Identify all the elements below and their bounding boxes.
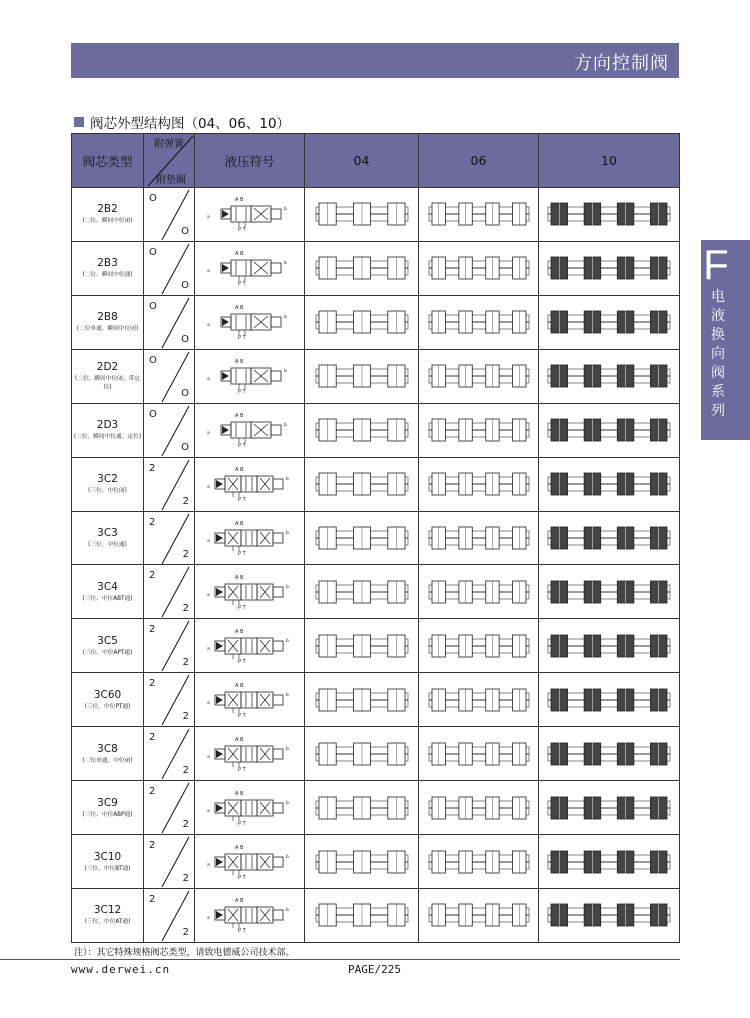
svg-text:P T: P T [237,820,246,827]
svg-text:P T: P T [237,658,246,665]
spool-drawing-06-icon [419,727,539,781]
spool-type-cell [72,619,144,673]
hydraulic-symbol-icon [195,619,305,673]
section-title: 阀芯外型结构图（04、06、10） [90,116,291,132]
spool-drawing-04-icon [305,403,419,457]
spring-washer-cell [144,349,195,403]
svg-text:P T: P T [237,389,246,396]
washer-mark: O [181,387,189,399]
spring-washer-cell [144,188,195,242]
bullet-square-icon [74,117,84,127]
spool-drawing-06-icon [419,673,539,727]
spring-mark: 2 [149,624,156,636]
spring-mark: O [149,300,157,312]
spool-type-desc: (二位、瞬间中位通) [82,271,133,279]
svg-text:b: b [285,854,289,860]
spool-drawing-04-icon [305,295,419,349]
spool-type-code: 3C9 [97,796,118,809]
svg-text:P T: P T [237,874,246,881]
hydraulic-symbol-icon [195,727,305,781]
spool-drawing-04-icon [305,727,419,781]
footer-url[interactable]: www.derwei.cn [71,963,171,976]
svg-text:a: a [206,754,210,760]
svg-text:P T: P T [237,497,246,504]
spool-type-cell [72,888,144,942]
spool-type-code: 3C4 [97,580,118,593]
table-row [72,457,680,511]
spool-type-desc: (二位单通、中位闭) [82,756,133,764]
spool-drawing-10-icon [539,673,680,727]
svg-text:A B: A B [234,574,243,581]
header-size-10: 10 [539,134,680,188]
spool-type-cell [72,781,144,835]
table-row [72,888,680,942]
spool-drawing-10-icon [539,349,680,403]
spring-mark: 2 [149,893,156,905]
spool-type-desc: (三位、中位ABT通) [82,595,133,602]
svg-text:A B: A B [234,413,243,420]
table-row [72,241,680,295]
svg-text:A B: A B [234,305,243,312]
spool-drawing-10-icon [539,781,680,835]
svg-text:b: b [285,477,289,483]
spool-type-cell [72,457,144,511]
header-symbol: 液压符号 [195,134,305,188]
spool-drawing-04-icon [305,781,419,835]
spring-washer-cell [144,565,195,619]
spool-drawing-06-icon [419,835,539,889]
svg-text:A B: A B [234,251,243,258]
spool-type-code: 3C12 [93,904,122,917]
svg-text:a: a [206,646,210,652]
spool-type-desc: (三位、中位AT通) [84,918,131,926]
side-tab [701,240,750,440]
svg-text:P T: P T [237,281,246,288]
svg-text:A B: A B [234,682,243,689]
spool-type-desc: (三位、中位BT通) [84,864,131,872]
svg-text:b: b [285,584,289,590]
svg-text:a: a [206,269,210,275]
spool-type-code: 3C60 [93,688,122,701]
spool-type-desc: (二位、瞬间中位闭) [82,217,133,225]
washer-mark: 2 [182,657,189,669]
svg-text:A B: A B [234,898,243,905]
hydraulic-symbol-icon [195,241,305,295]
spring-mark: 2 [149,516,156,528]
svg-text:P T: P T [237,712,246,719]
spool-drawing-10-icon [539,619,680,673]
spool-drawing-04-icon [305,888,419,942]
spool-drawing-04-icon [305,188,419,242]
spool-type-code: 2D2 [96,360,119,373]
spool-type-code: 3C5 [97,634,118,647]
spring-washer-cell [144,295,195,349]
spring-washer-cell [144,619,195,673]
table-row [72,727,680,781]
svg-text:A B: A B [234,467,243,474]
washer-mark: O [181,333,189,345]
table-row [72,835,680,889]
spool-drawing-10-icon [539,835,680,889]
spool-type-cell [72,673,144,727]
svg-text:b: b [285,746,289,752]
page-title: 方向控制阀 [574,53,669,74]
svg-text:P T: P T [237,928,246,935]
svg-text:P T: P T [237,604,246,611]
spring-mark: 2 [149,678,156,690]
spool-type-desc: (二位、瞬间中位闭、带定位) [75,375,140,391]
spool-type-code: 3C3 [97,526,118,539]
spring-washer-cell [144,511,195,565]
spool-type-cell [72,188,144,242]
spool-drawing-10-icon [539,888,680,942]
spool-type-cell [72,565,144,619]
spool-type-code: 3C8 [97,742,118,755]
spool-type-code: 2B3 [97,257,118,270]
svg-text:P T: P T [237,766,246,773]
svg-text:A B: A B [234,844,243,851]
spool-type-desc: (三位、中位ABP通) [82,810,133,818]
footnote: 注）：其它特殊规格阀芯类型，请致电德威公司技术部。 [74,948,295,958]
svg-text:b: b [285,692,289,698]
svg-text:a: a [206,916,210,922]
spring-mark: O [149,193,157,204]
spool-type-desc: (二位、瞬间中位通、定位) [73,433,142,440]
svg-text:P T: P T [237,550,246,557]
header-washer: 附垫圈 [156,175,186,186]
washer-mark: O [181,441,189,453]
footer-divider [0,959,680,960]
spring-washer-cell [144,888,195,942]
hydraulic-symbol-icon [195,349,305,403]
spool-drawing-06-icon [419,457,539,511]
spool-drawing-06-icon [419,619,539,673]
washer-mark: 2 [182,819,189,831]
spool-drawing-10-icon [539,295,680,349]
spring-washer-cell [144,241,195,295]
spool-table [71,133,680,943]
svg-text:a: a [206,215,210,221]
spool-type-desc: (三位、中位PT通) [84,702,131,710]
table-row [72,619,680,673]
spring-washer-cell [144,781,195,835]
header-size-06: 06 [419,134,539,188]
side-tab-letter: F [703,241,729,288]
spool-type-code: 2B2 [97,203,118,216]
spool-drawing-10-icon [539,188,680,242]
spool-type-cell [72,295,144,349]
spring-mark: 2 [149,840,156,852]
svg-text:a: a [206,592,210,598]
spool-type-code: 2B8 [97,311,118,324]
svg-text:A B: A B [234,790,243,797]
table-row [72,511,680,565]
header-type: 阀芯类型 [72,134,144,188]
svg-text:a: a [206,862,210,868]
spool-drawing-04-icon [305,241,419,295]
svg-text:b: b [283,207,287,213]
spool-drawing-04-icon [305,835,419,889]
hydraulic-symbol-icon [195,511,305,565]
spool-drawing-10-icon [539,241,680,295]
spool-type-cell [72,403,144,457]
svg-text:b: b [283,423,287,429]
washer-mark: 2 [182,603,189,615]
spool-type-cell [72,349,144,403]
table-row [72,673,680,727]
spool-drawing-06-icon [419,349,539,403]
washer-mark: 2 [182,765,189,777]
footer-page-number: PAGE/225 [348,963,401,976]
spool-drawing-06-icon [419,295,539,349]
spool-type-code: 2D3 [96,419,119,432]
side-tab-label: 电液换向阀系列 [711,289,725,419]
section-heading [74,112,290,132]
spool-type-desc: (二位单通、瞬间中位闭) [76,325,139,333]
svg-text:a: a [206,485,210,491]
spool-drawing-10-icon [539,727,680,781]
spool-type-code: 3C2 [97,473,118,486]
spring-mark: O [149,246,157,258]
spool-drawing-06-icon [419,511,539,565]
washer-mark: O [181,225,189,237]
table-row [72,188,680,242]
table-row [72,781,680,835]
svg-text:a: a [206,377,210,383]
spool-drawing-04-icon [305,349,419,403]
spring-mark: 2 [149,732,156,744]
spool-drawing-04-icon [305,673,419,727]
svg-text:b: b [285,638,289,644]
header-spring-washer [144,134,195,188]
table-row [72,349,680,403]
spool-drawing-10-icon [539,403,680,457]
spring-washer-cell [144,457,195,511]
spring-mark: 2 [149,786,156,798]
spool-type-code: 3C10 [93,850,122,863]
spool-drawing-06-icon [419,241,539,295]
washer-mark: 2 [182,711,189,723]
washer-mark: 2 [182,549,189,561]
svg-text:a: a [206,538,210,544]
spool-type-cell [72,241,144,295]
spool-drawing-06-icon [419,781,539,835]
spool-type-desc: (三位、中位APT通) [82,649,133,656]
svg-text:b: b [285,800,289,806]
svg-text:a: a [206,808,210,814]
hydraulic-symbol-icon [195,565,305,619]
svg-text:a: a [206,323,210,329]
hydraulic-symbol-icon [195,403,305,457]
svg-text:b: b [285,530,289,536]
svg-text:P T: P T [237,443,246,450]
svg-text:P T: P T [237,335,246,342]
svg-text:A B: A B [234,359,243,366]
spool-type-desc: (三位、中位通) [88,541,127,548]
spring-washer-cell [144,835,195,889]
svg-text:b: b [283,369,287,375]
hydraulic-symbol-icon [195,888,305,942]
header-bar [71,43,679,78]
svg-text:b: b [283,315,287,321]
spool-drawing-04-icon [305,511,419,565]
hydraulic-symbol-icon [195,188,305,242]
spring-mark: O [149,408,157,420]
spool-type-desc: (三位、中位闭) [88,487,127,494]
spool-type-cell [72,835,144,889]
washer-mark: O [181,279,189,291]
table-row [72,295,680,349]
svg-text:A B: A B [234,197,243,204]
spool-type-cell [72,511,144,565]
spool-drawing-10-icon [539,565,680,619]
svg-text:A B: A B [234,736,243,743]
spool-drawing-04-icon [305,457,419,511]
header-size-04: 04 [305,134,419,188]
table-header-row [72,134,680,188]
spring-mark: O [149,354,157,366]
washer-mark: 2 [182,495,189,507]
table-row [72,403,680,457]
hydraulic-symbol-icon [195,295,305,349]
spool-drawing-04-icon [305,619,419,673]
spool-type-cell [72,727,144,781]
svg-text:P T: P T [237,227,246,234]
washer-mark: 2 [182,872,189,884]
hydraulic-symbol-icon [195,781,305,835]
spool-drawing-06-icon [419,888,539,942]
spring-mark: 2 [149,570,156,582]
spool-drawing-06-icon [419,565,539,619]
spring-washer-cell [144,673,195,727]
spool-drawing-10-icon [539,457,680,511]
hydraulic-symbol-icon [195,457,305,511]
washer-mark: 2 [182,927,189,938]
spring-washer-cell [144,403,195,457]
svg-text:a: a [206,431,210,437]
hydraulic-symbol-icon [195,673,305,727]
spool-drawing-06-icon [419,403,539,457]
header-spring: 附弹簧 [154,139,184,150]
spool-drawing-06-icon [419,188,539,242]
spring-mark: 2 [149,462,156,474]
hydraulic-symbol-icon [195,835,305,889]
table-row [72,565,680,619]
spool-drawing-04-icon [305,565,419,619]
svg-text:A B: A B [234,628,243,635]
svg-text:a: a [206,700,210,706]
spring-washer-cell [144,727,195,781]
svg-text:b: b [283,261,287,267]
svg-text:A B: A B [234,520,243,527]
spool-drawing-10-icon [539,511,680,565]
svg-text:b: b [285,908,289,914]
